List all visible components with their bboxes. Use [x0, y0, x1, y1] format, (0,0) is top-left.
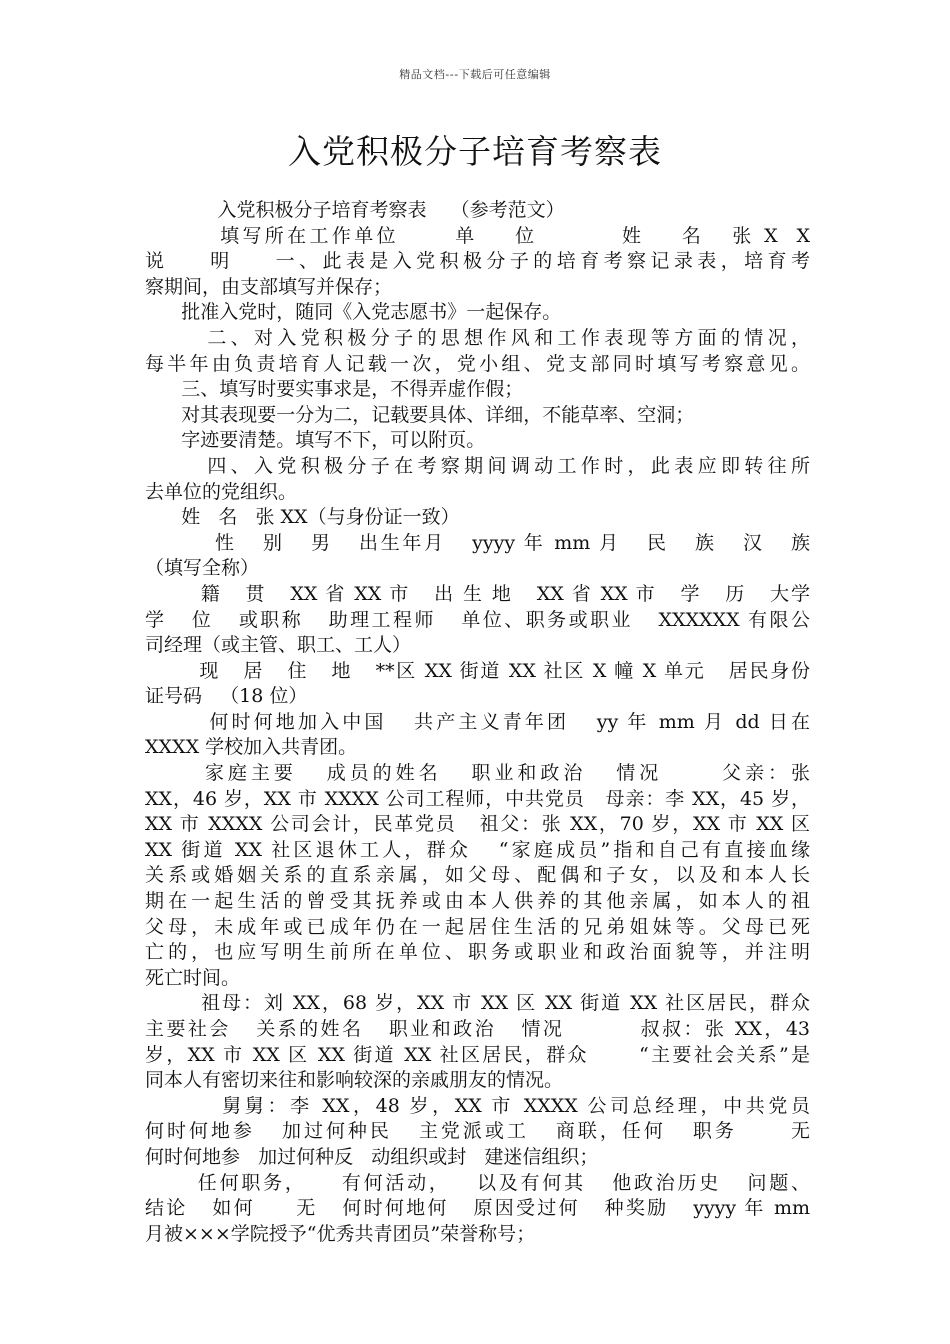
body-line: 司经理（或主管、职工、工人）: [145, 634, 412, 657]
body-line: 何时何地加入中国 共产主义青年团 yy 年 mm 月 dd 日在: [145, 710, 810, 733]
body-line: 对其表现要一分为二，记载要具体、详细，不能草率、空洞；: [145, 403, 695, 426]
body-line: 岁，XX 市 XX 区 XX 街道 XX 社区居民，群众 “主要社会关系”是: [145, 1043, 810, 1066]
body-line: 舅舅：李 XX，48 岁，XX 市 XXXX 公司总经理，中共党员: [145, 1094, 810, 1117]
body-line: 说 明 一、此表是入党积极分子的培育考察记录表，培育考: [145, 250, 810, 273]
body-line: 结论 如何 无 何时何地何 原因受过何 种奖励 yyyy 年 mm: [145, 1197, 810, 1220]
body-line: 察期间，由支部填写并保存；: [145, 275, 393, 298]
body-line: 二、对入党积极分子的思想作风和工作表现等方面的情况，: [145, 326, 810, 349]
body-line: 每半年由负责培育人记载一次，党小组、党支部同时填写考察意见。: [145, 352, 810, 375]
body-line: 批准入党时，随同《入党志愿书》一起保存。: [145, 301, 562, 324]
body-line: XX 市 XXXX 公司会计，民革党员 祖父：张 XX，70 岁，XX 市 XX 区: [145, 813, 810, 836]
body-line: 关系或婚姻关系的直系亲属，如父母、配偶和子女，以及和本人长: [145, 864, 810, 887]
body-line: 亡的，也应写明生前所在单位、职务或职业和政治面貌等，并注明: [145, 941, 810, 964]
body-line: 月被×××学院授予“优秀共青团员”荣誉称号；: [145, 1222, 536, 1245]
body-line: 现 居 住 地 **区 XX 街道 XX 社区 X 幢 X 单元 居民身份: [145, 659, 810, 682]
body-line: 何时何地参 加过何种民 主党派或工 商联，任何 职务 无: [145, 1120, 810, 1143]
body-line: XXXX 学校加入共青团。: [145, 736, 358, 759]
body-line: 父母，未成年或已成年仍在一起居住生活的兄弟姐妹等。父母已死: [145, 915, 810, 938]
document-body: [145, 198, 810, 1247]
body-line: 填写所在工作单位 单 位 姓 名 张 X X: [145, 224, 810, 247]
body-line: 家庭主要 成员的姓名 职业和政治 情况 父亲：张: [145, 762, 810, 785]
body-line: 祖母：刘 XX，68 岁，XX 市 XX 区 XX 街道 XX 社区居民，群众: [145, 992, 810, 1015]
body-line: 四、入党积极分子在考察期间调动工作时，此表应即转往所: [145, 454, 810, 477]
body-line: 三、填写时要实事求是，不得弄虚作假；: [145, 378, 524, 401]
body-line: 同本人有密切来往和影响较深的亲戚朋友的情况。: [145, 1069, 564, 1092]
body-line: 死亡时间。: [145, 966, 241, 989]
body-line: 字迹要清楚。填写不下，可以附页。: [145, 429, 486, 452]
body-line: 籍 贯 XX 省 XX 市 出 生 地 XX 省 XX 市 学 历 大学: [145, 582, 810, 605]
body-line: 学 位 或职称 助理工程师 单位、职务或职业 XXXXXX 有限公: [145, 608, 810, 631]
body-line: 期在一起生活的曾受其抚养或由本人供养的其他亲属，如本人的祖: [145, 890, 810, 913]
body-line: （填写全称）: [145, 557, 260, 580]
body-line: 入党积极分子培育考察表 （参考范文）: [145, 199, 565, 221]
body-line: 性 别 男 出生年月 yyyy 年 mm 月 民 族 汉 族: [145, 531, 810, 554]
body-line: XX 街道 XX 社区退休工人，群众 “家庭成员”指和自己有直接血缘: [145, 838, 810, 861]
body-line: 证号码 （18 位）: [145, 685, 308, 708]
body-line: 主要社会 关系的姓名 职业和政治 情况 叔叔：张 XX，43: [145, 1018, 810, 1040]
body-line: 姓 名 张 XX（与身份证一致）: [145, 506, 460, 529]
header-note: 精品文档---下载后可任意编辑: [399, 68, 551, 81]
body-line: XX，46 岁，XX 市 XXXX 公司工程师，中共党员 母亲：李 XX，45 岁，: [145, 787, 810, 810]
body-line: 去单位的党组织。: [145, 480, 298, 503]
document-title: 入党积极分子培育考察表: [288, 132, 662, 171]
body-line: 何时何地参 加过何种反 动组织或封 建迷信组织；: [145, 1145, 599, 1168]
body-line: 任何职务， 有何活动， 以及有何其 他政治历史 问题、: [145, 1171, 810, 1194]
